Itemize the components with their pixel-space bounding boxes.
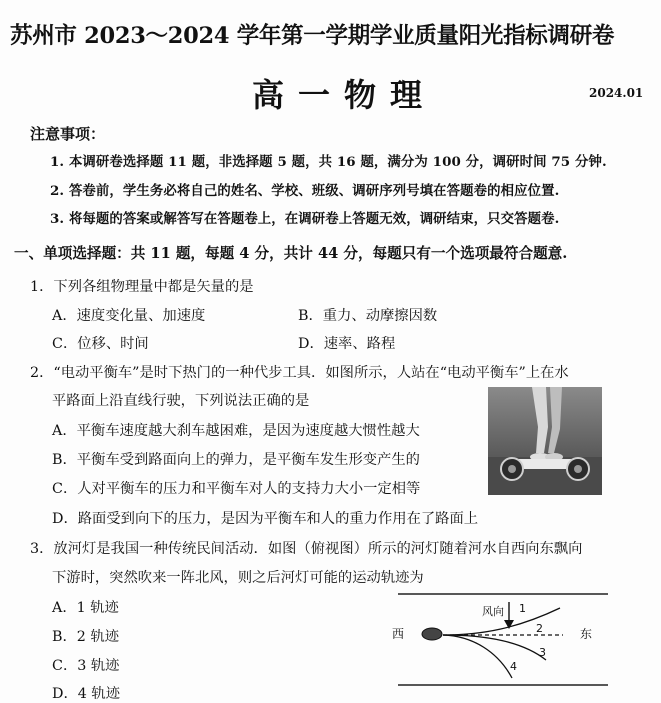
- q3-stem-line1: 3．放河灯是我国一种传统民间活动．如图（俯视图）所示的河灯随着河水自西向东飘向: [30, 541, 583, 557]
- q3-option-c: C．3 轨迹: [52, 658, 120, 674]
- q3-stem-line2: 下游时，突然吹来一阵北风，则之后河灯可能的运动轨迹为: [52, 570, 424, 586]
- notice-item-3: 3. 将每题的答案或解答写在答题卷上，在调研卷上答题无效，调研结束，只交答题卷.: [50, 211, 560, 227]
- path-label-1: 1: [519, 602, 526, 615]
- notice-heading: 注意事项：: [30, 125, 106, 143]
- notice-item-2: 2. 答卷前，学生务必将自己的姓名、学校、班级、调研序列号填在答题卷的相应位置.: [50, 183, 560, 199]
- subject-title: 高一物理: [252, 76, 437, 114]
- path-label-3: 3: [539, 646, 546, 659]
- q1-stem: 1．下列各组物理量中都是矢量的是: [30, 279, 254, 295]
- path-label-4: 4: [510, 660, 517, 673]
- q2-option-a: A．平衡车速度越大刹车越困难，是因为速度越大惯性越大: [52, 423, 420, 439]
- exam-date: 2024.01: [589, 86, 644, 100]
- q1-option-b: B．重力、动摩擦因数: [298, 308, 438, 324]
- q2-stem-line1: 2．“电动平衡车”是时下热门的一种代步工具．如图所示，人站在“电动平衡车”上在水: [30, 365, 569, 381]
- path-label-2: 2: [536, 622, 543, 635]
- q2-option-d: D．路面受到向下的压力，是因为平衡车和人的重力作用在了路面上: [52, 511, 479, 527]
- east-label: 东: [580, 627, 593, 641]
- wind-label: 风向: [482, 605, 504, 618]
- q1-option-c: C．位移、时间: [52, 336, 149, 352]
- q3-option-a: A．1 轨迹: [52, 600, 119, 616]
- q3-option-d: D．4 轨迹: [52, 686, 120, 702]
- q2-stem-line2: 平路面上沿直线行驶，下列说法正确的是: [52, 393, 310, 409]
- section-heading: 一、单项选择题：共 11 题，每题 4 分，共计 44 分，每题只有一个选项最符合题意.: [14, 245, 568, 262]
- river-lamp-icon: [422, 628, 442, 640]
- west-label: 西: [392, 627, 405, 641]
- exam-title: 苏州市 2023～2024 学年第一学期学业质量阳光指标调研卷: [10, 23, 615, 49]
- river-lamp-figure: [388, 590, 616, 690]
- q2-option-c: C．人对平衡车的压力和平衡车对人的支持力大小一定相等: [52, 481, 421, 497]
- q1-option-a: A．速度变化量、加速度: [52, 308, 206, 324]
- notice-item-1: 1. 本调研卷选择题 11 题，非选择题 5 题，共 16 题，满分为 100 分，调研时间 75 分钟.: [50, 154, 607, 170]
- q3-option-b: B．2 轨迹: [52, 629, 120, 645]
- balance-scooter-photo: [488, 387, 602, 495]
- q2-option-b: B．平衡车受到路面向上的弹力，是平衡车发生形变产生的: [52, 452, 420, 468]
- q1-option-d: D．速率、路程: [298, 336, 396, 352]
- path-4-curve: [443, 635, 512, 678]
